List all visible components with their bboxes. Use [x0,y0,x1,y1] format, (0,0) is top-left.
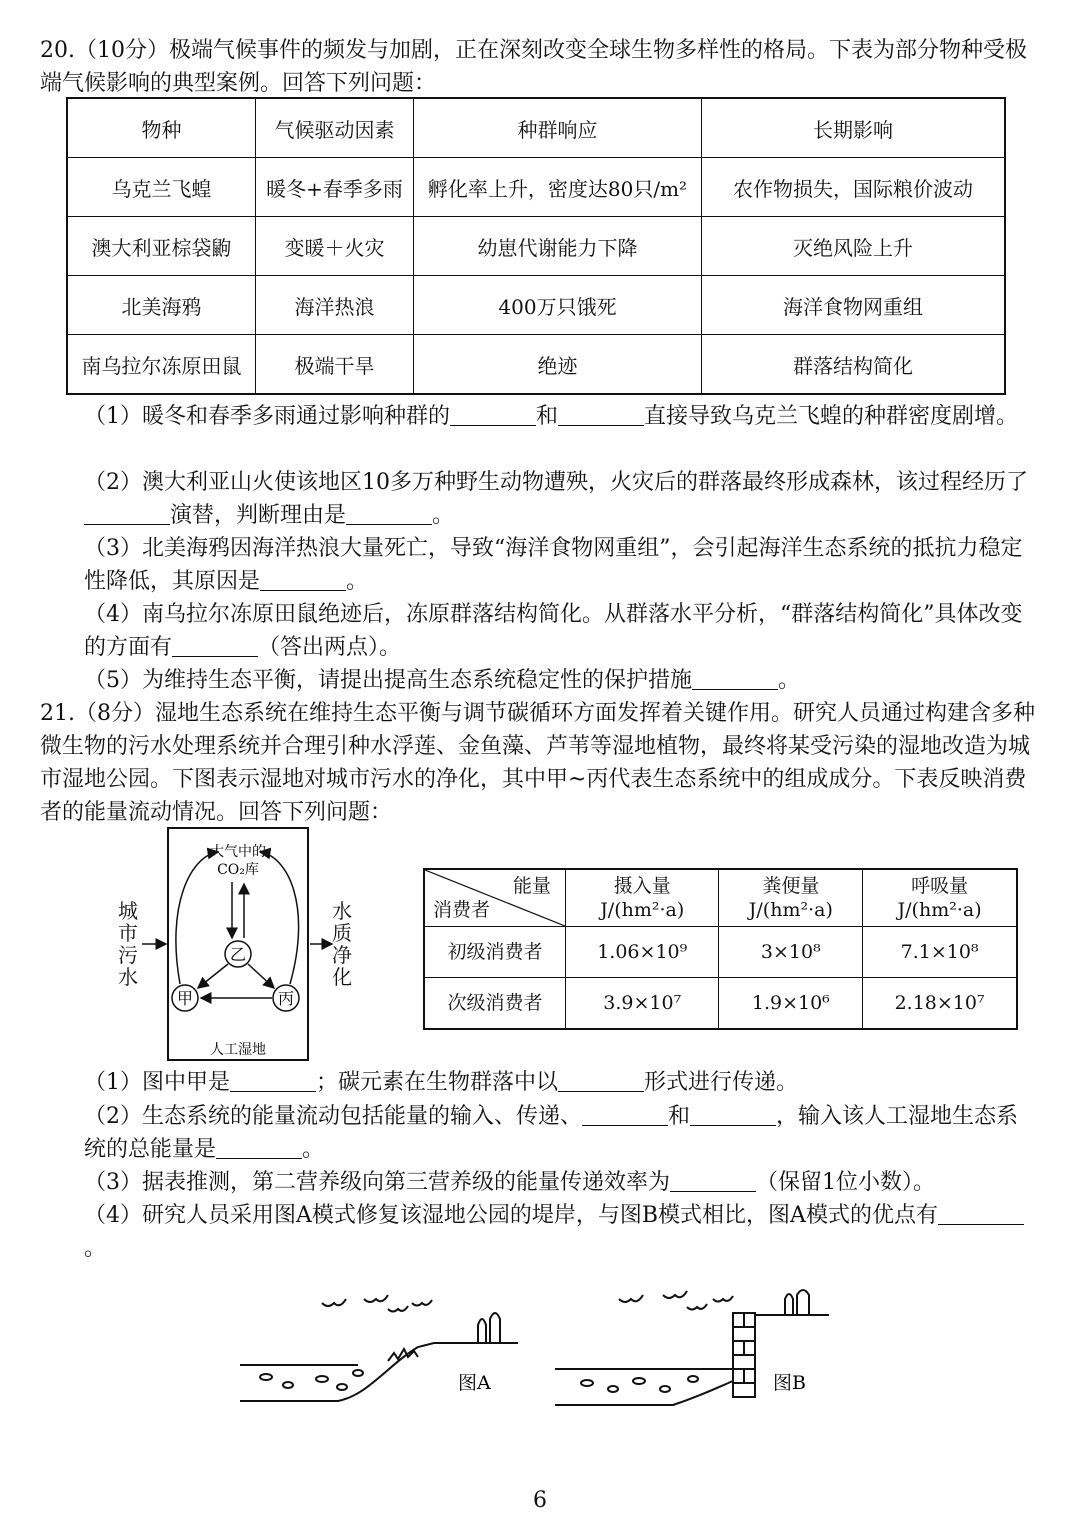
q21-sub4: （4）研究人员采用图A模式修复该湿地公园的堤岸，与图B模式相比，图A模式的优点有。 [84,1199,1034,1265]
figure-b-label: 图B [773,1372,806,1394]
q20-sub4: （4）南乌拉尔冻原田鼠绝迹后，冻原群落结构简化。从群落水平分析，“群落结构简化”具体改变的方面有 （答出两点）。 [84,602,1023,660]
table-cell: 乌克兰飞蝗 [67,158,256,217]
table-cell: 极端干旱 [256,335,414,395]
bird-icon [713,1296,733,1302]
svg-text:甲: 甲 [176,989,194,1008]
answer-blank[interactable] [216,1136,302,1159]
table-header: 长期影响 [702,98,1006,158]
q20-table [66,97,1006,395]
table-cell: 7.1×10⁸ [863,927,1017,978]
bird-icon [619,1295,643,1302]
q21-sub1: （1）图中甲是 ；碳元素在生物群落中以 形式进行传递。 [84,1070,799,1095]
table-cell: 海洋食物网重组 [702,276,1006,335]
answer-blank[interactable] [346,502,432,525]
energy-table [423,868,1018,1030]
table-row [67,335,1005,395]
atmosphere-label-1: 大气中的 [210,844,266,860]
arrow-yi-to-bing [248,964,274,988]
table-header: 种群响应 [414,98,702,158]
table-row [67,217,1005,276]
table-cell: 孵化率上升，密度达80只/m² [414,158,702,217]
figure-a-sloped-bank [238,1285,528,1420]
q21-sub2: （2）生态系统的能量流动包括能量的输入、传递、 和 ，输入该人工湿地生态系统的总能量是 。 [84,1104,1019,1162]
table-cell: 幼崽代谢能力下降 [414,217,702,276]
arrow-jia-to-co2 [176,852,218,984]
arrow-yi-to-jia [198,964,228,988]
answer-blank[interactable] [582,1103,668,1126]
answer-blank[interactable] [450,403,536,426]
table-header: 物种 [67,98,256,158]
bird-icon [364,1295,388,1302]
table-row [424,978,1017,1030]
table-cell: 变暖＋火灾 [256,217,414,276]
table-row [67,158,1005,217]
answer-blank[interactable] [230,1069,316,1092]
table-row [424,927,1017,978]
table-cell: 北美海鸦 [67,276,256,335]
answer-blank[interactable] [172,634,258,657]
table-cell: 3.9×10⁷ [566,978,719,1030]
table-header: 呼吸量 J/(hm²·a) [863,869,1017,927]
bird-icon [322,1299,346,1306]
table-cell: 400万只饿死 [414,276,702,335]
wetland-label: 人工湿地 [210,1042,266,1058]
table-cell: 初级消费者 [424,927,566,978]
page-number: 6 [533,1488,547,1513]
answer-blank[interactable] [938,1202,1024,1225]
bird-icon [412,1300,432,1306]
table-row [67,276,1005,335]
q20-sub5: （5）为维持生态平衡，请提出提高生态系统稳定性的保护措施 。 [84,668,801,693]
table-header: 粪便量 J/(hm²·a) [719,869,863,927]
arrow-bing-to-co2 [260,852,299,984]
table-header: 摄入量 J/(hm²·a) [566,869,719,927]
table-cell: 海洋热浪 [256,276,414,335]
bird-icon [687,1304,707,1310]
q20-table-header-row [67,98,1005,158]
atmosphere-label-2: CO₂库 [217,862,259,878]
q21-sub3: （3）据表推测，第二营养级向第三营养级的能量传递效率为 （保留1位小数）。 [84,1170,935,1195]
q20-sub3: （3）北美海鸦因海洋热浪大量死亡，导致“海洋食物网重组”，会引起海洋生态系统的抵抗力稳定性降低，其原因是 。 [84,536,1023,594]
table-cell: 农作物损失，国际粮价波动 [702,158,1006,217]
table-cell: 3×10⁸ [719,927,863,978]
table-cell: 灭绝风险上升 [702,217,1006,276]
svg-text:乙: 乙 [229,945,247,964]
q20-stem: 20.（10分）极端气候事件的频发与加剧，正在深刻改变全球生物多样性的格局。下表为部分物种受极端气候影响的典型案例。回答下列问题： [40,38,1027,96]
q20-sub1: （1）暖冬和春季多雨通过影响种群的 和 直接导致乌克兰飞蝗的种群密度剧增。 [84,404,1019,429]
answer-blank[interactable] [690,1103,776,1126]
answer-blank[interactable] [260,568,346,591]
svg-text:丙: 丙 [277,989,295,1008]
bird-icon [663,1291,687,1298]
answer-blank[interactable] [692,667,778,690]
corner-cell: 能量 消费者 [424,869,566,927]
table-cell: 南乌拉尔冻原田鼠 [67,335,256,395]
answer-blank[interactable] [84,502,170,525]
sewage-label: 城市污水 [118,899,138,989]
q20-sub2: （2）澳大利亚山火使该地区10多万种野生动物遭殃，火灾后的群落最终形成森林，该过程经历了演替，判断理由是 。 [84,470,1028,528]
table-cell: 绝迹 [414,335,702,395]
table-cell: 1.9×10⁶ [719,978,863,1030]
purified-label: 水质净化 [332,899,352,989]
energy-table-header-row [424,869,1017,927]
figure-b-wall-bank [553,1285,843,1420]
bird-icon [388,1306,408,1312]
table-header: 气候驱动因素 [256,98,414,158]
table-cell: 暖冬+春季多雨 [256,158,414,217]
table-cell: 1.06×10⁹ [566,927,719,978]
table-cell: 澳大利亚棕袋鼩 [67,217,256,276]
answer-blank[interactable] [558,403,644,426]
answer-blank[interactable] [670,1169,756,1192]
q21-stem: 21.（8分）湿地生态系统在维持生态平衡与调节碳循环方面发挥着关键作用。研究人员通过构建含多种微生物的污水处理系统并合理引种水浮莲、金鱼藻、芦苇等湿地植物，最终将某受污染的湿地改造为城市湿地公园。下图表示湿地对城市污水的净化，其中甲~丙代表生态系统中的组成成分。下表反映消费者的能量流动情况。回答下列问题： [40,701,1035,825]
figure-a-label: 图A [458,1372,491,1394]
table-cell: 2.18×10⁷ [863,978,1017,1030]
answer-blank[interactable] [558,1069,644,1092]
table-cell: 次级消费者 [424,978,566,1030]
table-cell: 群落结构简化 [702,335,1006,395]
